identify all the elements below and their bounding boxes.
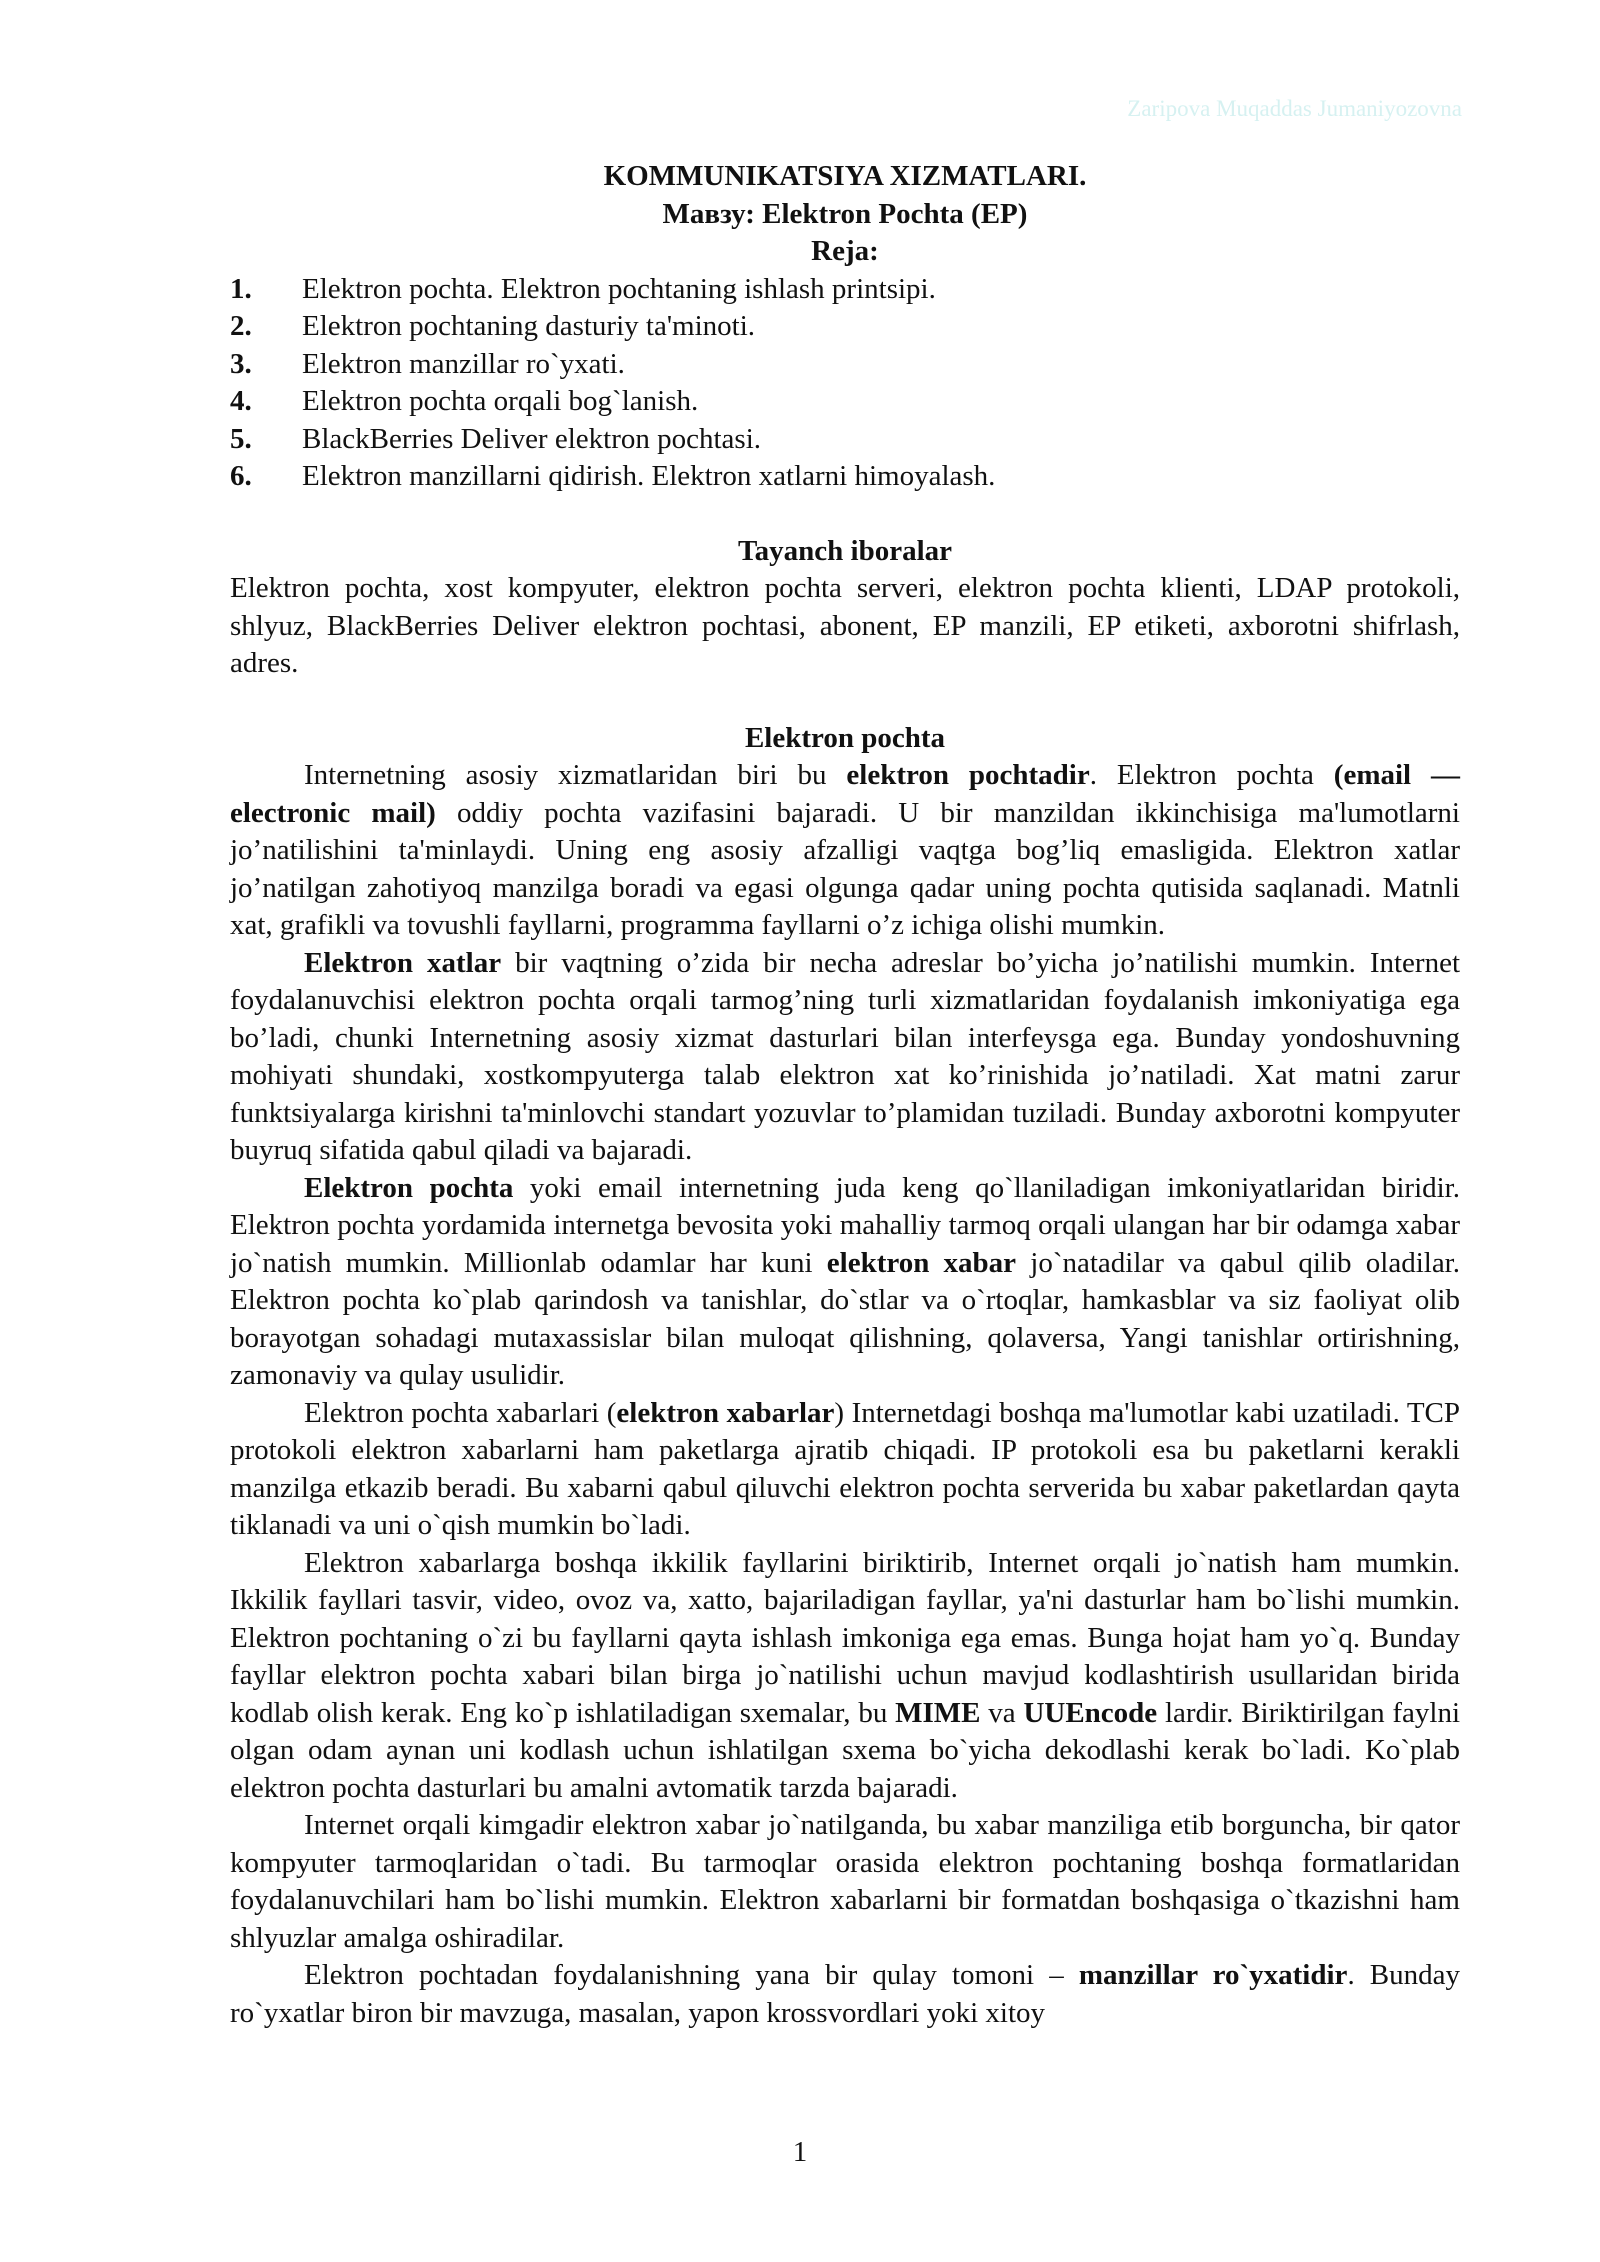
text-run: Elektron pochtadan foydalanishning yana bir qulay tomoni –	[304, 1959, 1079, 1991]
text-run: Internetning asosiy xizmatlaridan biri bu	[304, 759, 847, 791]
bold-term: Elektron xatlar	[304, 946, 502, 979]
text-run: bir vaqtning o’zida bir necha adreslar bo’yicha jo’natilishi mumkin. Internet foydalanuvchisi elektron pochta orqali tarmog’ning turli xizmatlaridan foydalanish imkoniyatiga ega bo’ladi, chunki Internetning asosiy xizmat dasturlari bilan interfeysga ega. Bunday yondoshuvning mohiyati shundaki, xostkompyuterga talab elektron xat ko’rinishida jo’natiladi. Xat matni zarur funktsiyalarga kirishni ta'minlovchi standart yozuvlar to’plamidan tuziladi. Bunday axborotni kompyuter buyruq sifatida qabul qiladi va bajaradi.	[230, 946, 1461, 1166]
plan-item-text: Elektron pochta. Elektron pochtaning ishlash printsipi.	[302, 272, 936, 305]
paragraph-2	[230, 945, 1460, 1170]
document-title: KOMMUNIKATSIYA XIZMATLARI.	[603, 160, 1087, 192]
document-body	[230, 158, 1460, 2032]
spacer	[230, 496, 1460, 533]
paragraph-1	[230, 757, 1460, 945]
plan-item-number: 3.	[230, 347, 252, 380]
bold-term: manzillar ro`yxatidir	[1078, 1959, 1348, 1991]
plan-item-number: 2.	[230, 310, 252, 342]
plan-item-text: Elektron pochta orqali bog`lanish.	[302, 385, 699, 417]
paragraph-3	[230, 1170, 1460, 1395]
plan-heading: Reja:	[811, 235, 879, 267]
plan-item-number: 1.	[230, 272, 252, 305]
bold-term: Elektron pochta	[304, 1171, 514, 1204]
bold-term: elektron xabarlar	[616, 1396, 835, 1429]
plan-item	[230, 458, 1460, 496]
author-header: Zaripova Muqaddas Jumaniyozovna	[1127, 96, 1462, 121]
plan-item-text: BlackBerries Deliver elektron pochtasi.	[302, 422, 762, 455]
spacer	[230, 683, 1460, 720]
paragraph-4	[230, 1395, 1460, 1545]
plan-item	[230, 271, 1460, 309]
text-run: . Elektron pochta	[1089, 759, 1334, 791]
plan-item	[230, 421, 1460, 459]
plan-list	[230, 271, 1460, 496]
text-run: lardir. Biriktirilgan faylni olgan odam aynan uni kodlash uchun ishlatilgan sxema bo`yicha dekodlashi kerak bo`ladi. Ko`plab elektron pochta dasturlari bu amalni avtomatik tarzda bajaradi.	[230, 1696, 1461, 1804]
text-run: Elektron pochta xabarlari (	[304, 1396, 617, 1429]
plan-item-text: Elektron manzillarni qidirish. Elektron xatlarni himoyalash.	[302, 460, 996, 492]
page-number: 1	[792, 2136, 808, 2168]
bold-term: (email — electronic mail)	[230, 759, 1460, 829]
text-run: Elektron xabarlarga boshqa ikkilik fayllarini biriktirib, Internet orqali jo`natish ham mumkin. Ikkilik fayllari tasvir, video, ovoz va, xatto, bajariladigan fayllar, ya'ni dasturlar ham bo`lishi mumkin. Elektron pochtaning o`zi bu fayllarni qayta ishlash imkoniga ega emas. Bunga hojat ham yo`q. Bunday fayllar elektron pochta xabari bilan birga jo`natilishi uchun mavjud kodlashtirish usullaridan birida kodlab olish kerak. Eng ko`p ishlatiladigan sxemalar, bu	[230, 1546, 1460, 1729]
paragraph-6: Internet orqali kimgadir elektron xabar jo`natilganda, bu xabar manziliga etib borguncha, bir qator kompyuter tarmoqlaridan o`tadi. Bu tarmoqlar orasida elektron pochtaning boshqa formatlaridan foydalanuvchilari ham bo`lishi mumkin. Elektron xabarlarni bir formatdan boshqasiga o`tkazishni ham shlyuzlar amalga oshiradilar.	[230, 1809, 1460, 1954]
plan-item-number: 5.	[230, 422, 252, 455]
plan-item-number: 6.	[230, 460, 252, 492]
keywords-heading: Tayanch iboralar	[737, 534, 953, 567]
plan-item	[230, 383, 1460, 421]
paragraph-5	[230, 1545, 1460, 1808]
bold-term: UUEncode	[1023, 1696, 1158, 1729]
text-run: yoki email internetning juda keng qo`llaniladigan imkoniyatlaridan biridir. Elektron pochta yordamida internetga bevosita yoki mahalliy tarmoq orqali ulangan har bir odamga xabar jo`natish mumkin. Millionlab odamlar har kuni	[230, 1171, 1460, 1279]
text-run: oddiy pochta vazifasini bajaradi. U bir manzildan ikkinchisiga ma'lumotlarni jo’natilishini ta'minlaydi. Uning eng asosiy afzalligi vaqtga bog’liq emasligida. Elektron xatlar jo’natilgan zahotiyoq manzilga boradi va egasi olgunga qadar uning pochta qutisida saqlanadi. Matnli xat, grafikli va tovushli fayllarni, programma fayllarni o’z ichiga olishi mumkin.	[230, 796, 1460, 941]
plan-item-text: Elektron manzillar ro`yxati.	[302, 347, 625, 380]
text-run: . Bunday ro`yxatlar biron bir mavzuga, masalan, yapon krossvordlari yoki xitoy	[230, 1959, 1461, 2029]
bold-term: elektron pochtadir	[846, 759, 1090, 791]
plan-item-number: 4.	[230, 385, 252, 417]
text-run: ) Internetdagi boshqa ma'lumotlar kabi uzatiladi. TCP protokoli elektron xabarlarni ham paketlarga ajratib chiqadi. IP protokoli esa bu paketlarni kerakli manzilga etkazib beradi. Bu xabarni qabul qiluvchi elektron pochta serverida bu xabar paketlardan qayta tiklanadi va uni o`qish mumkin bo`ladi.	[230, 1396, 1461, 1541]
plan-item-text: Elektron pochtaning dasturiy ta'minoti.	[302, 310, 756, 342]
section-heading: Elektron pochta	[744, 721, 946, 754]
document-subject: Мавзу: Elektron Pochta (EP)	[662, 197, 1028, 230]
bold-term: elektron xabar	[826, 1246, 1017, 1279]
bold-term: MIME	[895, 1696, 981, 1729]
plan-item	[230, 346, 1460, 384]
keywords-text: Elektron pochta, xost kompyuter, elektron pochta serveri, elektron pochta klienti, LDAP protokoli, shlyuz, BlackBerries Deliver elektron pochtasi, abonent, EP manzili, EP etiketi, axborotni shifrlash, adres.	[230, 572, 1460, 679]
text-run: va	[980, 1696, 1024, 1729]
text-run: jo`natadilar va qabul qilib oladilar. Elektron pochta ko`plab qarindosh va tanishlar, do`stlar va o`rtoqlar, hamkasblar va siz faoliyat olib borayotgan sohadagi mutaxassislar bilan muloqat qilishning, qolaversa, Yangi tanishlar ortirishning, zamonaviy va qulay usulidir.	[230, 1246, 1460, 1391]
plan-item	[230, 308, 1460, 346]
paragraph-7	[230, 1957, 1460, 2032]
